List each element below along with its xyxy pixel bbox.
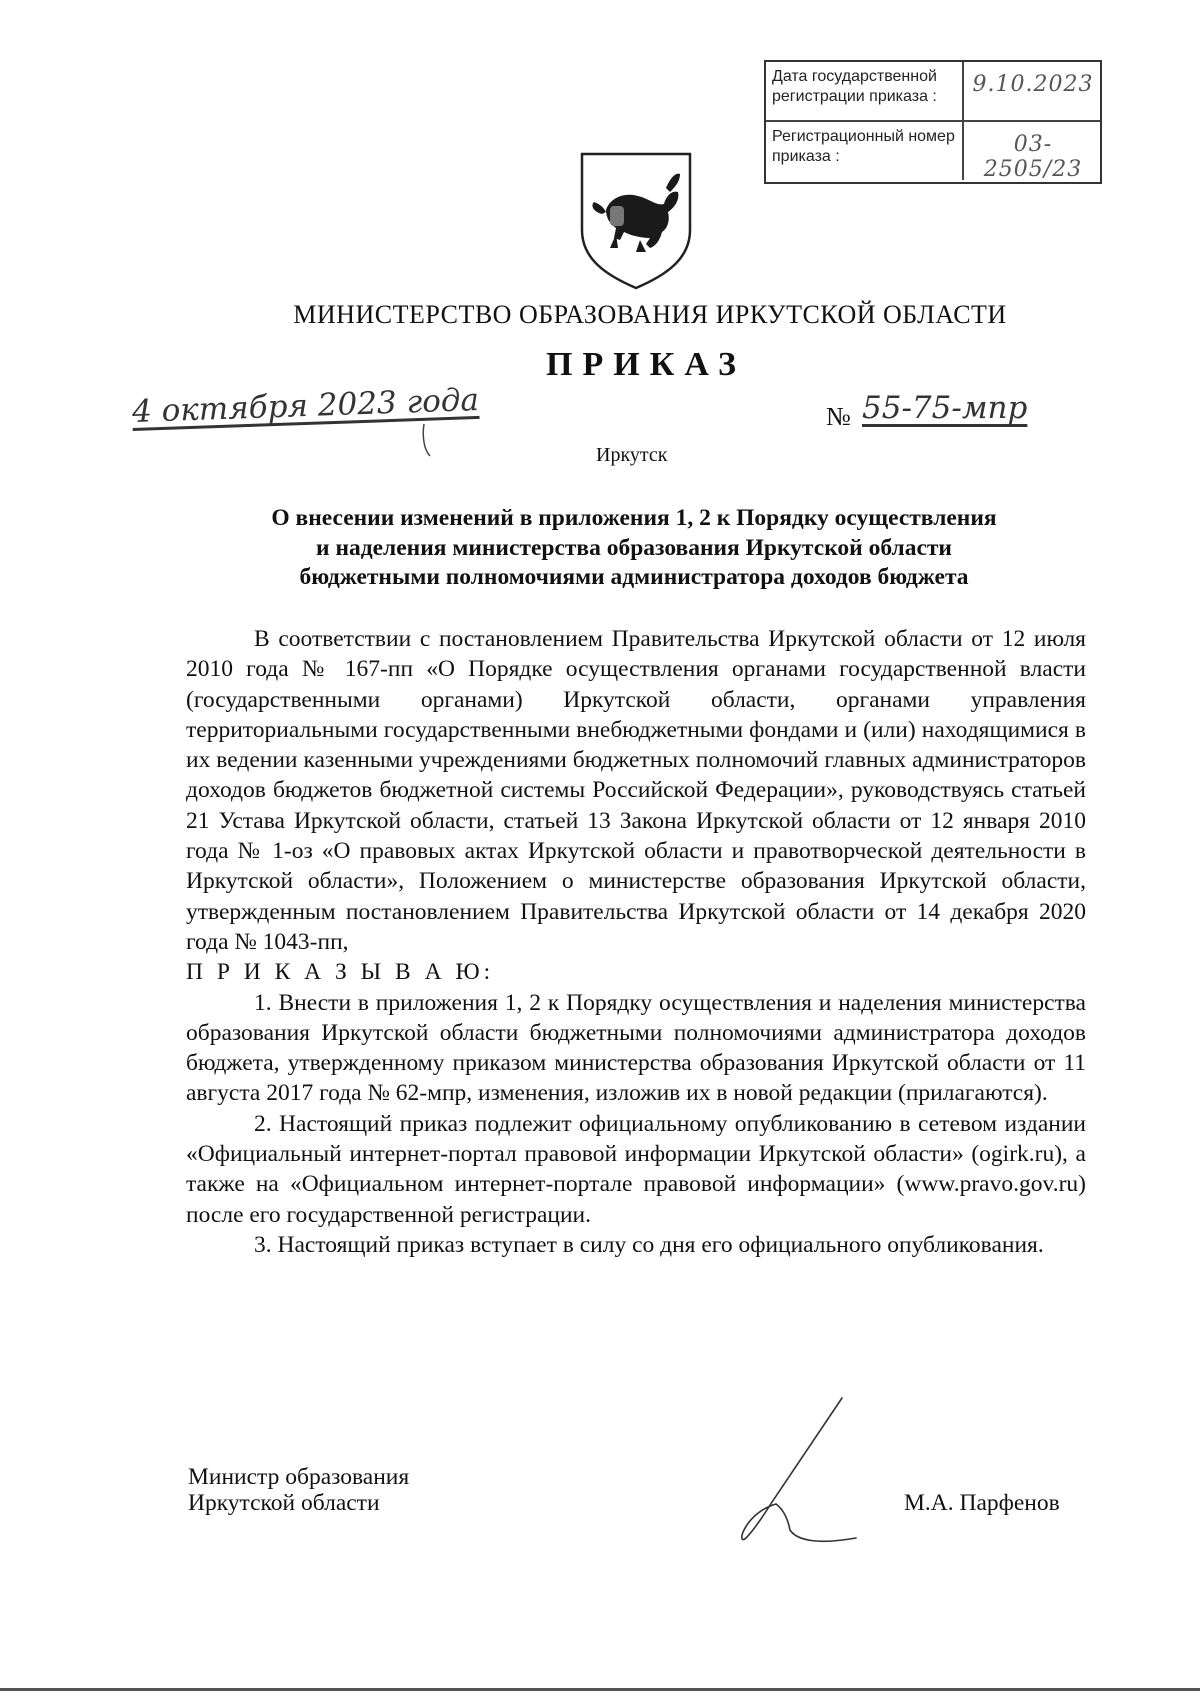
registration-number-value: 03-2505/23: [983, 132, 1083, 182]
handwritten-date: 4 октября 2023 года: [131, 381, 480, 431]
registration-number-label: Регистрационный номер приказа :: [772, 128, 955, 165]
signer-position: [188, 1464, 409, 1516]
registration-stamp: [764, 60, 1102, 184]
coat-of-arms-icon: [576, 148, 696, 290]
decree-word: П Р И К А З Ы В А Ю:: [186, 959, 495, 986]
registration-date-row: [766, 62, 1100, 122]
stamp-divider: [962, 62, 964, 120]
page-bottom-rule: [0, 1688, 1200, 1691]
document-type-title: ПРИКАЗ: [546, 346, 746, 383]
order-item: 2. Настоящий приказ подлежит официальному опубликованию в сетевом издании «Официальный интернет-портал правовой информации Иркутской области» (ogirk.ru), а также на «Официальном интернет-портале правовой информации» (www.pravo.gov.ru) после его государственной регистрации.: [186, 1110, 1086, 1228]
signer-position-line: Министр образования: [188, 1464, 410, 1490]
registration-date-label: Дата государственной регистрации приказа :: [772, 68, 937, 105]
preamble-paragraph: В соответствии с постановлением Правительства Иркутской области от 12 июля 2010 года № 167-пп «О Порядке осуществления органами государственной власти (государственными органами) Иркутской области, органами управления территориальными государственными внебюджетными фондами и (или) находящимися в их ведении казенными учреждениями бюджетных полномочий главных администраторов доходов бюджетов бюджетной системы Российской Федерации», руководствуясь статьей 21 Устава Иркутской области, статьей 13 Закона Иркутской области от 12 января 2010 года № 1-оз «О правовых актах Иркутской области и правотворческой деятельности в Иркутской области», Положением о министерстве образования Иркутской области, утвержденным постановлением Правительства Иркутской области от 14 декабря 2020 года № 1043-пп,: [186, 626, 1086, 955]
signer-position-line: Иркутской области: [188, 1490, 380, 1516]
handwritten-stroke-icon: [420, 420, 460, 460]
order-body: [186, 624, 1086, 1260]
order-item: 3. Настоящий приказ вступает в силу со дня его официального опубликования.: [254, 1231, 1044, 1258]
registration-number-row: [766, 122, 1100, 180]
order-item: 1. Внести в приложения 1, 2 к Порядку осуществления и наделения министерства образования Иркутской области бюджетными полномочиями администратора доходов бюджета, утвержденному приказом министерства образования Иркутской области от 11 августа 2017 года № 62-мпр, изменения, изложив их в новой редакции (прилагаются).: [186, 989, 1086, 1107]
signer-name: М.А. Парфенов: [904, 1490, 1060, 1516]
subject-line: бюджетными полномочиями администратора доходов бюджета: [299, 564, 969, 590]
handwritten-order-number: 55-75-мпр: [862, 390, 1028, 426]
stamp-divider: [962, 122, 964, 180]
order-number-prefix: №: [826, 402, 851, 431]
registration-date-value: 9.10.2023: [972, 72, 1094, 97]
ministry-name: МИНИСТЕРСТВО ОБРАЗОВАНИЯ ИРКУТСКОЙ ОБЛАСТИ: [293, 300, 1007, 329]
city-name: Иркутск: [596, 444, 668, 466]
subject-line: и наделения министерства образования Иркутской области: [316, 534, 952, 561]
order-subject: [180, 504, 1088, 593]
handwritten-signature-icon: [732, 1392, 872, 1552]
subject-line: О внесении изменений в приложения 1, 2 к Порядку осуществления: [271, 505, 997, 531]
